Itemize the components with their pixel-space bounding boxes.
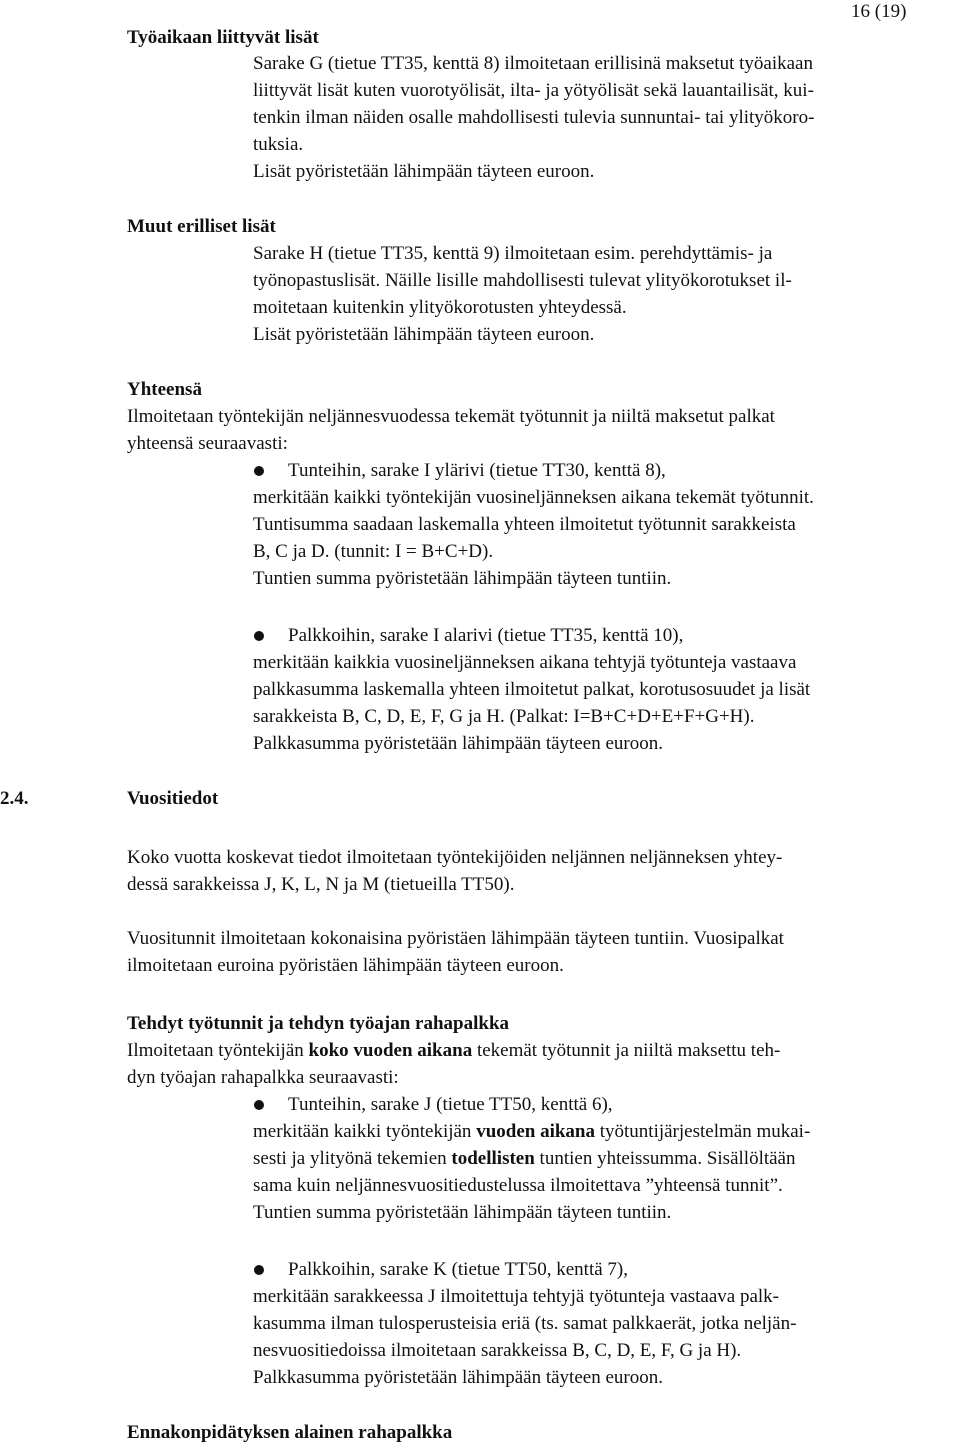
text-run: merkitään kaikki työntekijän [253,1121,477,1142]
bullet-line: Palkkoihin, sarake I alarivi (tietue TT35, kenttä 10), [288,625,684,646]
paragraph-line: Vuositunnit ilmoitetaan kokonaisina pyöristäen lähimpään täyteen tuntiin. Vuosipalkat [127,928,784,949]
bullet-line: sama kuin neljännesvuositiedustelussa ilmoitettava ”yhteensä tunnit”. [253,1175,783,1196]
text-run: Ilmoitetaan työntekijän [127,1040,309,1061]
bold-text: koko vuoden aikana [308,1040,473,1061]
bullet-icon [254,466,264,476]
section-heading-tehdyt-tyotunnit: Tehdyt työtunnit ja tehdyn työajan rahapalkka [127,1013,510,1034]
text-run: tekemät työtunnit ja niiltä maksettu teh- [472,1040,781,1061]
paragraph-line [127,1037,780,1064]
section-number: 2.4. [0,788,29,809]
bullet-line: Tuntisumma saadaan laskemalla yhteen ilmoitetut työtunnit sarakkeista [253,514,796,535]
bullet-line: merkitään kaikkia vuosineljänneksen aikana tehtyjä työtunteja vastaava [253,652,797,673]
paragraph-line: tuksia. [253,134,304,155]
bullet-line: Palkkasumma pyöristetään lähimpään täyteen euroon. [253,733,663,754]
bullet-line: sarakkeista B, C, D, E, F, G ja H. (Palkat: I=B+C+D+E+F+G+H). [253,706,755,727]
section-title-vuositiedot: Vuositiedot [127,788,219,809]
paragraph-line: dessä sarakkeissa J, K, L, N ja M (tietueilla TT50). [127,874,515,895]
bold-text: vuoden aikana [476,1121,595,1142]
bold-text: todellisten [451,1148,535,1169]
page-number: 16 (19) [851,1,907,22]
paragraph-line: Ilmoitetaan työntekijän neljännesvuodessa tekemät työtunnit ja niiltä maksetut palkat [127,406,775,427]
bullet-line: B, C ja D. (tunnit: I = B+C+D). [253,541,494,562]
paragraph-line: tenkin ilman näiden osalle mahdollisesti tulevia sunnuntai- tai ylityökoro- [253,107,815,128]
paragraph-line: työnopastuslisät. Näille lisille mahdollisesti tulevat ylityökorotukset il- [253,270,792,291]
text-run: tuntien yhteissumma. Sisällöltään [534,1148,796,1169]
text-run: sesti ja ylityönä tekemien [253,1148,452,1169]
bullet-line: Palkkasumma pyöristetään lähimpään täyteen euroon. [253,1367,663,1388]
bullet-line: palkkasumma laskemalla yhteen ilmoitetut palkat, korotusosuudet ja lisät [253,679,811,700]
bullet-icon [254,1265,264,1275]
bullet-line: Tuntien summa pyöristetään lähimpään täyteen tuntiin. [253,568,672,589]
bullet-icon [254,1100,264,1110]
section-heading-muut-erilliset-lisat: Muut erilliset lisät [127,216,276,237]
text-run: työtuntijärjestelmän mukai- [594,1121,811,1142]
section-heading-yhteensa: Yhteensä [127,379,202,400]
bullet-line: Palkkoihin, sarake K (tietue TT50, kenttä 7), [288,1259,628,1280]
paragraph-line: ilmoitetaan euroina pyöristäen lähimpään täyteen euroon. [127,955,564,976]
paragraph-line: Lisät pyöristetään lähimpään täyteen euroon. [253,161,595,182]
paragraph-line: dyn työajan rahapalkka seuraavasti: [127,1067,399,1088]
bullet-line [253,1118,810,1145]
bullet-line: nesvuositiedoissa ilmoitetaan sarakkeissa B, C, D, E, F, G ja H). [253,1340,742,1361]
bullet-line: merkitään kaikki työntekijän vuosineljänneksen aikana tekemät työtunnit. [253,487,814,508]
paragraph-line: Sarake H (tietue TT35, kenttä 9) ilmoitetaan esim. perehdyttämis- ja [253,243,773,264]
paragraph-line: yhteensä seuraavasti: [127,433,288,454]
bullet-icon [254,631,264,641]
bullet-line: merkitään sarakkeessa J ilmoitettuja tehtyjä työtunteja vastaava palk- [253,1286,780,1307]
bullet-line [253,1145,796,1172]
paragraph-line: Koko vuotta koskevat tiedot ilmoitetaan työntekijöiden neljännen neljänneksen yhtey- [127,847,783,868]
paragraph-line: Lisät pyöristetään lähimpään täyteen euroon. [253,324,595,345]
bullet-line: Tunteihin, sarake J (tietue TT50, kenttä 6), [288,1094,613,1115]
section-heading-ennakonpidatyksen-alainen-rahapalkka: Ennakonpidätyksen alainen rahapalkka [127,1422,453,1443]
bullet-line: kasumma ilman tulosperusteisia eriä (ts. samat palkkaerät, jotka neljän- [253,1313,797,1334]
section-heading-tyoaikaan-liittyvat-lisat: Työaikaan liittyvät lisät [127,27,319,48]
bullet-line: Tunteihin, sarake I ylärivi (tietue TT30, kenttä 8), [288,460,666,481]
paragraph-line: Sarake G (tietue TT35, kenttä 8) ilmoitetaan erillisinä maksetut työaikaan [253,53,813,74]
bullet-line: Tuntien summa pyöristetään lähimpään täyteen tuntiin. [253,1202,672,1223]
paragraph-line: liittyvät lisät kuten vuorotyölisät, ilta- ja yötyölisät sekä lauantailisät, kui- [253,80,814,101]
paragraph-line: moitetaan kuitenkin ylityökorotusten yhteydessä. [253,297,627,318]
